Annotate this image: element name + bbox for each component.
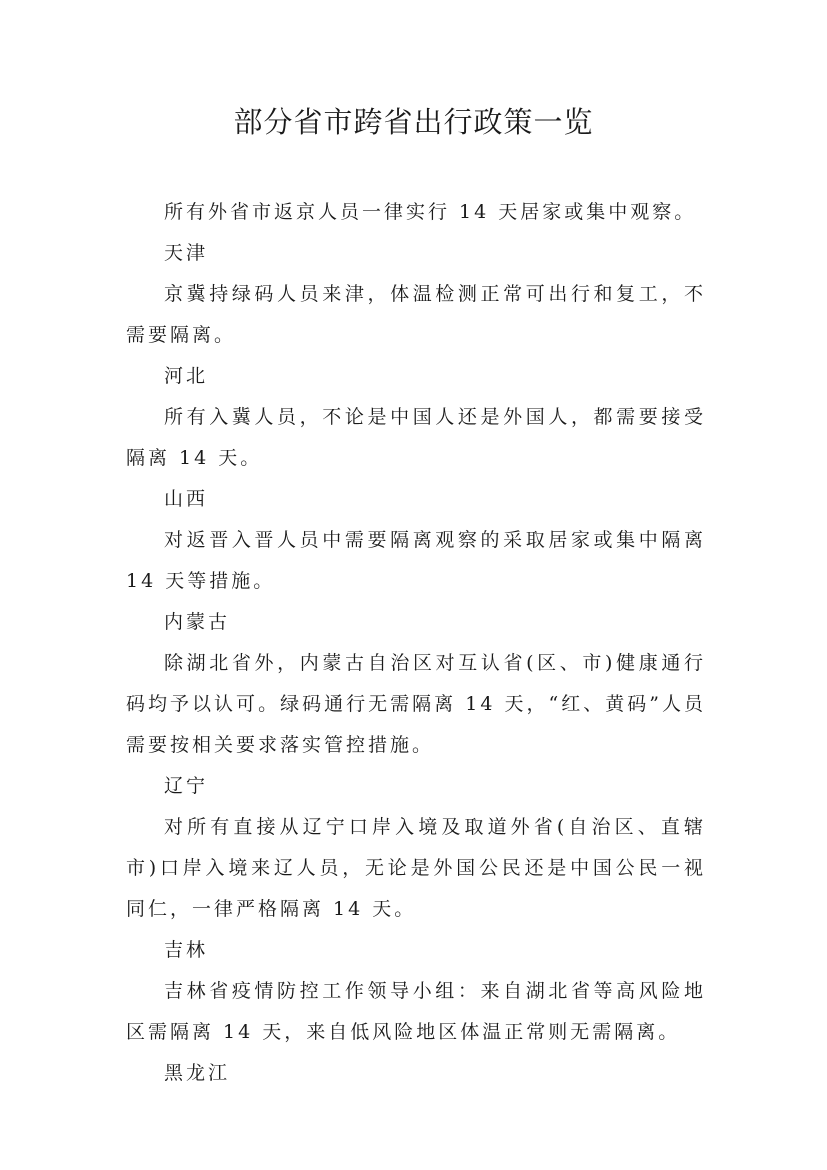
region-heading-jilin: 吉林 [164, 939, 209, 961]
paragraph-liaoning-policy: 对所有直接从辽宁口岸入境及取道外省(自治区、直辖市)口岸入境来辽人员，无论是外国公民还是中国公民一视同仁，一律严格隔离 14 天。 [126, 816, 706, 920]
region-heading-inner-mongolia: 内蒙古 [164, 611, 231, 633]
paragraph-tianjin-policy: 京冀持绿码人员来津，体温检测正常可出行和复工，不需要隔离。 [126, 283, 706, 346]
paragraph-hebei-policy: 所有入冀人员，不论是中国人还是外国人，都需要接受隔离 14 天。 [126, 406, 706, 469]
region-heading-tianjin: 天津 [164, 242, 209, 264]
document-title: 部分省市跨省出行政策一览 [233, 105, 594, 139]
region-heading-heilongjiang: 黑龙江 [164, 1062, 231, 1084]
region-heading-shanxi: 山西 [164, 488, 209, 510]
paragraph-shanxi-policy: 对返晋入晋人员中需要隔离观察的采取居家或集中隔离 14 天等措施。 [126, 529, 706, 592]
paragraph-inner-mongolia-policy: 除湖北省外，内蒙古自治区对互认省(区、市)健康通行码均予以认可。绿码通行无需隔离 14 天，“红、黄码”人员需要按相关要求落实管控措施。 [126, 652, 706, 756]
document-body [126, 192, 706, 1094]
region-heading-liaoning: 辽宁 [164, 775, 209, 797]
paragraph-beijing-policy: 所有外省市返京人员一律实行 14 天居家或集中观察。 [164, 201, 697, 223]
region-heading-hebei: 河北 [164, 365, 209, 387]
paragraph-jilin-policy: 吉林省疫情防控工作领导小组：来自湖北省等高风险地区需隔离 14 天，来自低风险地区体温正常则无需隔离。 [126, 980, 706, 1043]
